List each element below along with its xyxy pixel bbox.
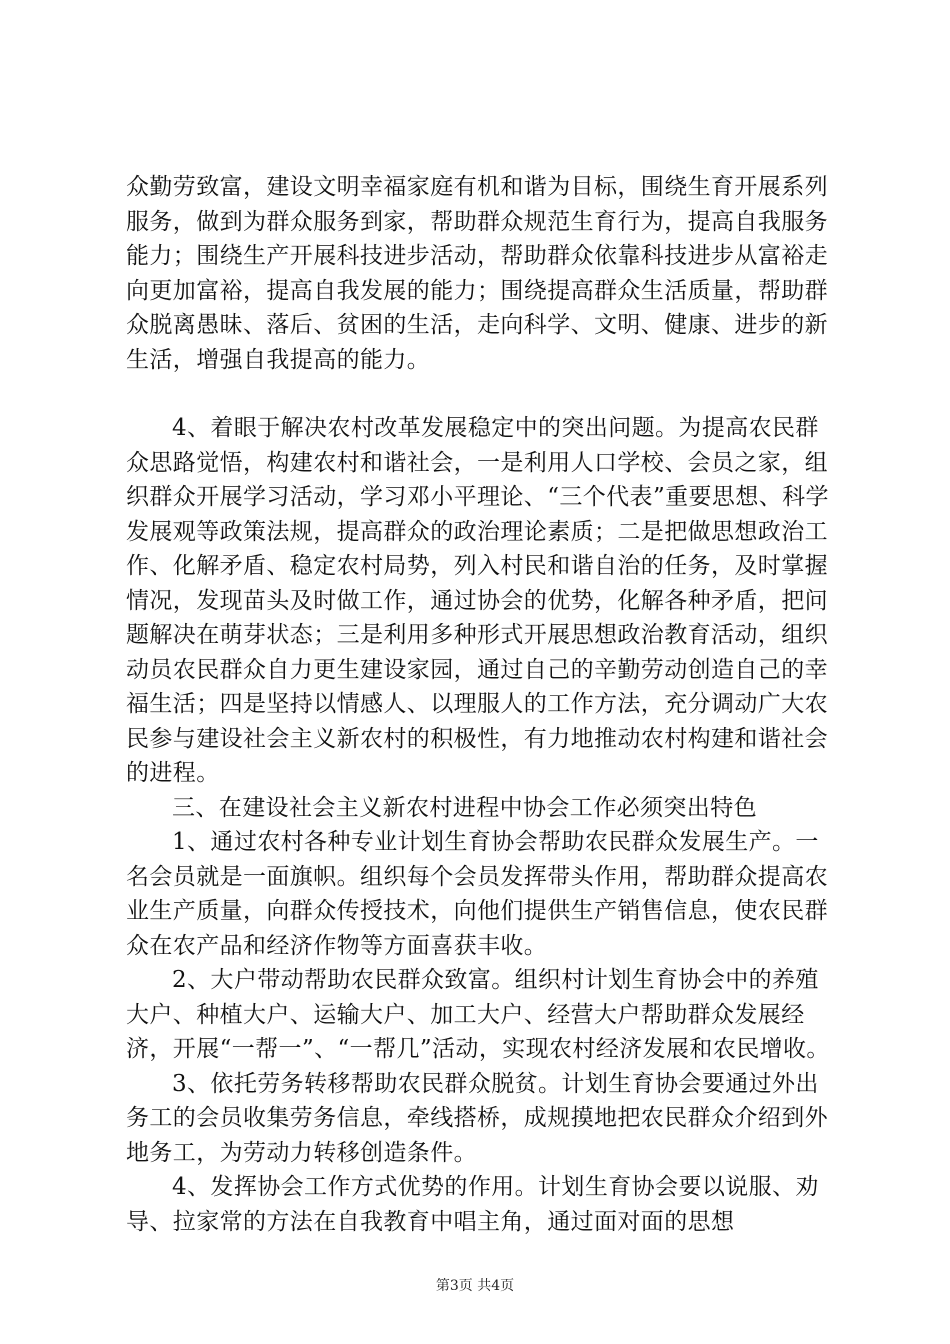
paragraph-item-3: 3、依托劳务转移帮助农民群众脱贫。计划生育协会要通过外出务工的会员收集劳务信息，牵线搭桥，成规摸地把农民群众介绍到外地务工，为劳动力转移创造条件。	[126, 1070, 828, 1166]
paragraph-item-2: 2、大户带动帮助农民群众致富。组织村计划生育协会中的养殖大户、种植大户、运输大户、加工大户、经营大户帮助群众发展经济，开展“一帮一”、“一帮几”活动，实现农村经济发展和农民增收。	[126, 967, 830, 1062]
page-footer	[0, 1275, 950, 1295]
document-body	[126, 170, 836, 1239]
paragraph-gap	[126, 377, 836, 411]
paragraph-continuation: 众勤劳致富，建设文明幸福家庭有机和谐为目标，围绕生育开展系列服务，做到为群众服务到家，帮助群众规范生育行为，提高自我服务能力；围绕生产开展科技进步活动，帮助群众依靠科技进步从富裕走向更加富裕，提高自我发展的能力；围绕提高群众生活质量，帮助群众脱离愚昧、落后、贫困的生活，走向科学、文明、健康、进步的新生活，增强自我提高的能力。	[126, 174, 828, 373]
paragraph-item-1: 1、通过农村各种专业计划生育协会帮助农民群众发展生产。一名会员就是一面旗帜。组织每个会员发挥带头作用，帮助群众提高农业生产质量，向群众传授技术，向他们提供生产销售信息，使农民群众在农产品和经济作物等方面喜获丰收。	[126, 829, 828, 959]
paragraph-item-4: 4、发挥协会工作方式优势的作用。计划生育协会要以说服、劝导、拉家常的方法在自我教育中唱主角，通过面对面的思想	[126, 1174, 819, 1235]
page-number-label: 第3页 共4页	[435, 1278, 515, 1294]
paragraph-point-4: 4、着眼于解决农村改革发展稳定中的突出问题。为提高农民群众思路觉悟，构建农村和谐社会，一是利用人口学校、会员之家，组织群众开展学习活动，学习邓小平理论、“三个代表”重要思想、科学发展观等政策法规，提高群众的政治理论素质；二是把做思想政治工作、化解矛盾、稳定农村局势，列入村民和谐自治的任务，及时掌握情况，发现苗头及时做工作，通过协会的优势，化解各种矛盾，把问题解决在萌芽状态；三是利用多种形式开展思想政治教育活动，组织动员农民群众自力更生建设家园，通过自己的辛勤劳动创造自己的幸福生活；四是坚持以情感人、以理服人的工作方法，充分调动广大农民参与建设社会主义新农村的积极性，有力地推动农村构建和谐社会的进程。	[126, 415, 829, 786]
section-heading-3: 三、在建设社会主义新农村进程中协会工作必须突出特色	[172, 794, 757, 821]
